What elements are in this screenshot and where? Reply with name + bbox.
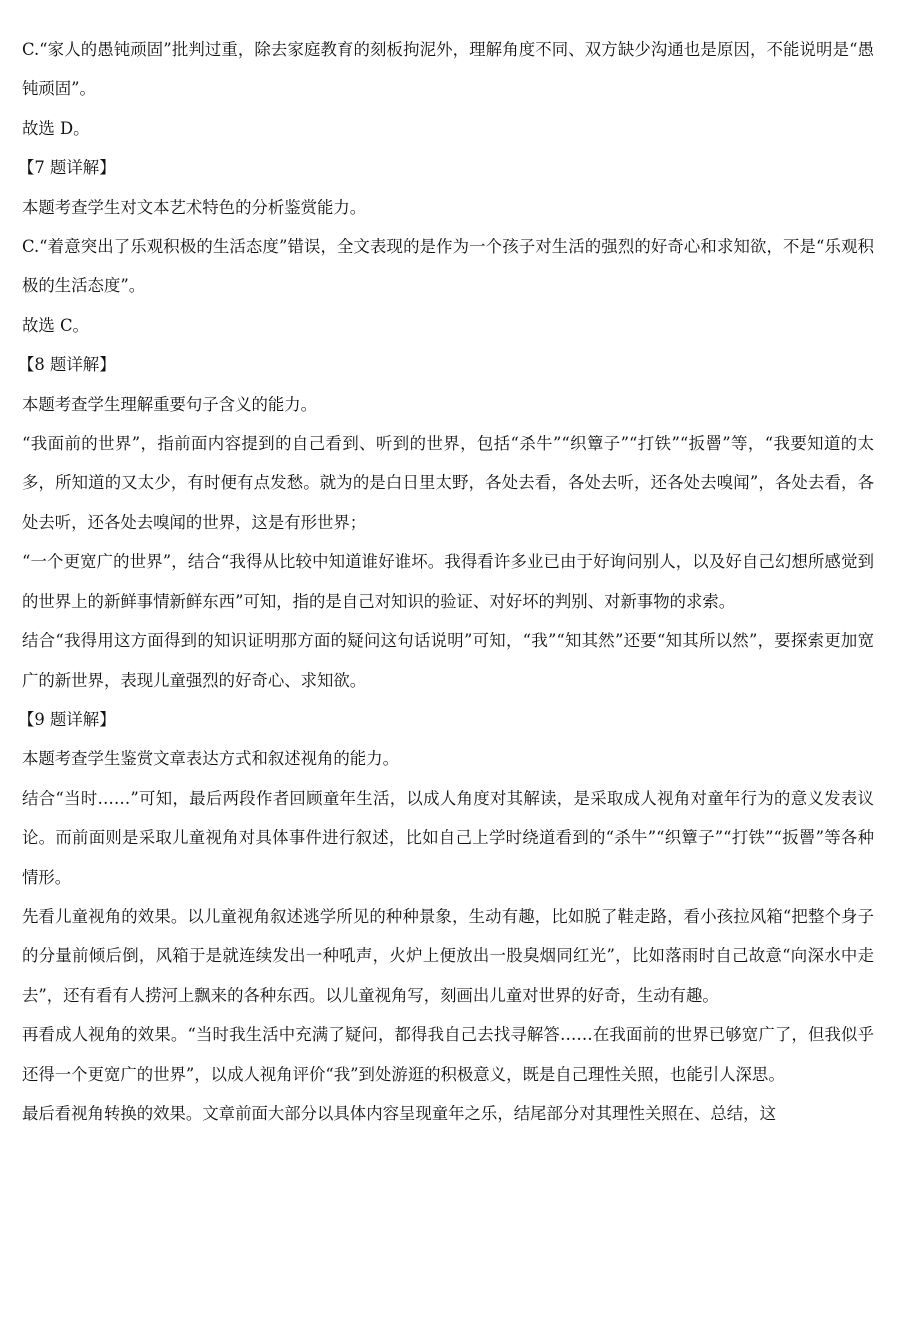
heading-question-7: 【7 题详解】 <box>18 158 116 178</box>
paragraph-q7-intro: 本题考查学生对文本艺术特色的分析鉴赏能力。 <box>22 197 367 217</box>
paragraph-q9-intro: 本题考查学生鉴赏文章表达方式和叙述视角的能力。 <box>22 749 399 769</box>
paragraph-q7-option-c: C.“着意突出了乐观积极的生活态度”错误，全文表现的是作为一个孩子对生活的强烈的好奇心和求知欲，不是“乐观积极的生活态度”。 <box>22 237 874 296</box>
paragraph-q8-intro: 本题考查学生理解重要句子含义的能力。 <box>22 394 318 414</box>
paragraph-answer-d: 故选 D。 <box>22 118 90 138</box>
paragraph-option-c-family: C.“家人的愚钝顽固”批判过重，除去家庭教育的刻板拘泥外，理解角度不同、双方缺少沟通也是原因，不能说明是“愚钝顽固”。 <box>22 40 874 99</box>
paragraph-q8-world-before-me: “我面前的世界”，指前面内容提到的自己看到、听到的世界，包括“杀牛”“织簟子”“打铁”“扳罾”等，“我要知道的太多，所知道的又太少，有时便有点发愁。就为的是白日里太野，各处去看，各处去听，还各处去嗅闻”，各处去看，各处去听，还各处去嗅闻的世界，这是有形世界； <box>22 434 874 532</box>
paragraph-q9-adult-view: 再看成人视角的效果。“当时我生活中充满了疑问，都得我自己去找寻解答……在我面前的世界已够宽广了，但我似乎还得一个更宽广的世界”，以成人视角评价“我”到处游逛的积极意义，既是自己理性关照，也能引人深思。 <box>22 1025 874 1084</box>
paragraph-answer-c: 故选 C。 <box>22 315 89 335</box>
heading-question-8: 【8 题详解】 <box>18 355 116 375</box>
paragraph-q9-child-view: 先看儿童视角的效果。以儿童视角叙述逃学所见的种种景象，生动有趣，比如脱了鞋走路，看小孩拉风箱“把整个身子的分量前倾后倒，风箱于是就连续发出一种吼声，火炉上便放出一股臭烟同红光”，比如落雨时自己故意“向深水中走去”，还有看有人捞河上飘来的各种东西。以儿童视角写，刻画出儿童对世界的好奇，生动有趣。 <box>22 906 874 1005</box>
paragraph-q9-view-switch: 最后看视角转换的效果。文章前面大部分以具体内容呈现童年之乐，结尾部分对其理性关照在、总结，这 <box>22 1103 776 1123</box>
heading-question-9: 【9 题详解】 <box>18 709 116 729</box>
paragraph-q8-wider-world: “一个更宽广的世界”，结合“我得从比较中知道谁好谁坏。我得看许多业已由于好询问别人，以及好自己幻想所感觉到的世界上的新鲜事情新鲜东西”可知，指的是自己对知识的验证、对好坏的判别、对新事物的求索。 <box>22 552 874 611</box>
document-page <box>18 30 874 1133</box>
paragraph-q8-conclusion: 结合“我得用这方面得到的知识证明那方面的疑问这句话说明”可知，“我”“知其然”还要“知其所以然”，要探索更加宽广的新世界，表现儿童强烈的好奇心、求知欲。 <box>22 631 874 690</box>
paragraph-q9-perspectives: 结合“当时……”可知，最后两段作者回顾童年生活，以成人角度对其解读，是采取成人视角对童年行为的意义发表议论。而前面则是采取儿童视角对具体事件进行叙述，比如自己上学时绕道看到的“杀牛”“织簟子”“打铁”“扳罾”等各种情形。 <box>22 788 874 887</box>
